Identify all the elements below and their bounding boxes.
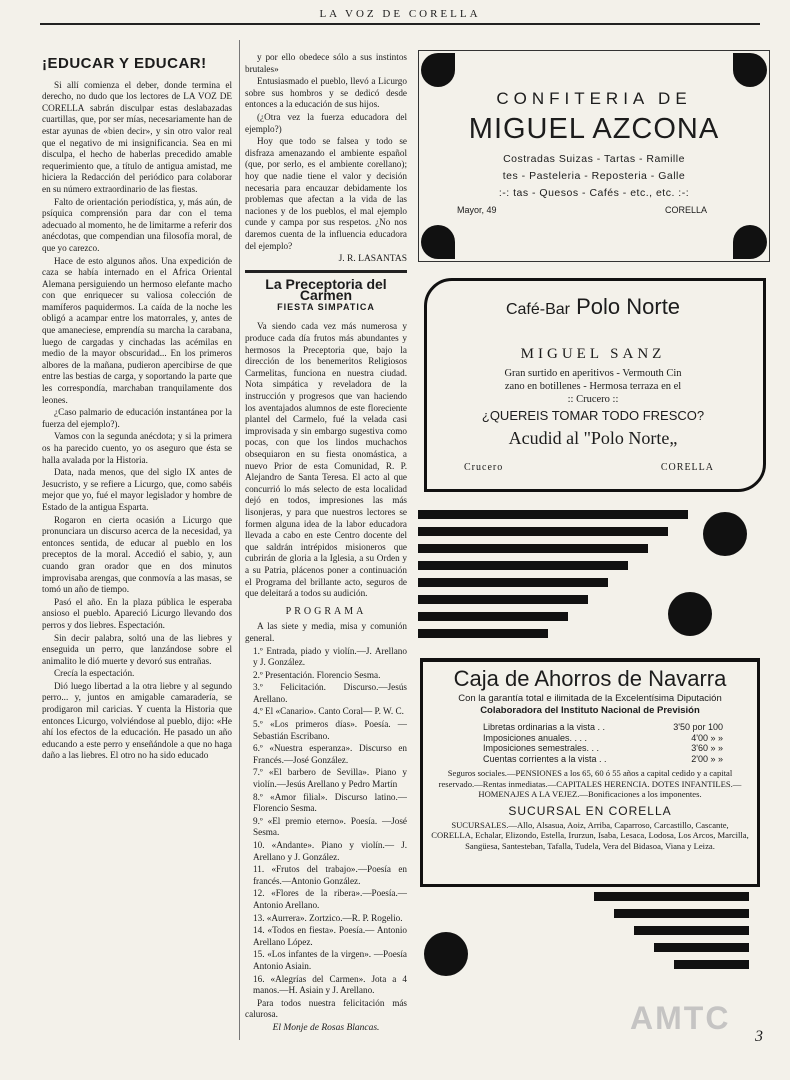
ad-caja-sucursal-title: SUCURSAL EN CORELLA <box>508 803 672 818</box>
middle-column <box>245 52 407 1039</box>
bar <box>634 926 749 935</box>
program-item: 7.º «El barbero de Sevilla». Piano y violín.—Jesús Arellano y Pedro Martín <box>253 767 407 790</box>
ornament-icon <box>421 53 455 87</box>
program-item: 11. «Frutos del trabajo».—Poesía en francés.—Antonio González. <box>253 864 407 886</box>
rate-label: Imposiciones anuales. . . . <box>483 732 588 743</box>
ad-polo-norte-line: zano en botillenes - Hermosa terraza en el <box>504 381 682 392</box>
bar <box>418 527 668 536</box>
program-item: 1.º Entrada, piado y violín.—J. Arellano y J. González. <box>253 645 407 668</box>
paragraph: ¿Caso palmario de educación instantánea por la fuerza del ejemplo?). <box>42 407 232 429</box>
paragraph: Pasó el año. En la plaza pública le esperaba ansioso el pueblo. Apareció Licurgo llevando dos perros y dos liebres. Espectación. <box>42 596 232 630</box>
program-item: 6.º «Nuestra esperanza». Discurso en Francés.—José González. <box>253 743 407 765</box>
paragraph: Entusiasmado el pueblo, llevó a Licurgo sobre sus hombros y se dedicó desde entonces a la educación de sus hijos. <box>245 76 407 110</box>
ad-confiteria-line: tes - Pasteleria - Reposteria - Galle <box>502 170 686 182</box>
program-item: 14. «Todos en fiesta». Poesía.— Antonio Arellano López. <box>253 925 407 947</box>
ad-polo-norte-owner: MIGUEL SANZ <box>520 346 666 362</box>
rate-row <box>483 722 723 733</box>
rate-label: Libretas ordinarias a la vista . . <box>483 722 606 732</box>
paragraph: Si allí comienza el deber, donde termina el derecho, no dudo que los lectores de LA VOZ DE CORELLA sabrán disculpar estas deslabazadas cuartillas, que, por ser mías, necesariamente han de estar ayunas de «bien decir», y sin otro valor real que el negativo de mi insignificancia. Sea en mi disculpa, el hecho de haberlas precedido amable requerimiento que, a título de antigua amistad, me hiciera la Redacción del periódico para colaborar en su número extraordinario de las fiestas. <box>42 79 232 194</box>
ad-caja-title: Caja de Ahorros de Navarra <box>453 666 727 691</box>
program-item: 8.º «Amor filial». Discurso latino.—Florencio Sesma. <box>253 791 407 814</box>
program-item: 13. «Aurrera». Zortzico.—R. P. Rogelio. <box>253 912 403 923</box>
ad-confiteria-footer <box>457 205 707 215</box>
paragraph: Va siendo cada vez más numerosa y produce cada día frutos más abundantes y hermosos la Preceptoria que, bajo la dirección de los benemeritos Religiosos Carmelitas, funciona en nuestra ciudad. Nota simpática y reveladora de la instrucción y progresos que van haciendo los aventajados alumnos de este floreciente plantel del Carmelo, fué la velada casi improvisada y sin embargo sugestiva como pocas, con que los lindos muchachos obsequiaron en su fiesta onomástica, a nuevo Prior de esta Comunidad, R. P. Alejandro de Santa Teresa. El acto al que concurrió lo más selecto de esta localidad dejó en todos, impresiones las más lisonjeras, y para que nuestros lectores se formen alguna idea de la labor educadora llevada a cabo en este Centro docente del que saldrán intrépidos misioneros que cubrirán de gloria a la Iglesia, a su Orden y a su Patria, plácenos poner a continuación el Programa del brillante acto, seguros de que deleitará a todos su audición. <box>245 321 407 599</box>
watermark: AMTC <box>630 1000 731 1036</box>
section-rule <box>245 270 407 273</box>
program-item: 3.º Felicitación. Discurso.—Jesús Arellano. <box>253 682 407 704</box>
decorative-bars <box>418 510 768 650</box>
rate-row <box>483 754 723 765</box>
article-educar-column <box>42 55 232 763</box>
ad-polo-norte-answer: Acudid al "Polo Norte„ <box>508 428 678 448</box>
ad-caja-subtitle: Con la garantía total e ilimitada de la Excelentísima Diputación <box>458 693 722 704</box>
bar <box>594 892 749 901</box>
page-number: 3 <box>755 1028 763 1045</box>
bar <box>418 510 688 519</box>
paragraph: Vamos con la segunda anécdota; y si la primera os ha parecido cuento, yo os aseguro que ésta se halla avalada por la Historia. <box>42 431 232 465</box>
ornament-icon <box>421 225 455 259</box>
paragraph: Rogaron en cierta ocasión a Licurgo que pronunciara un discurso acerca de la necesidad, ya entonces sentida, de educar al pueblo en los preceptos de la moral. Accedió el sabio, y, aun cuando gran orador que en dos minutos improvisaba arengas, que conmovía a las masas, se tomó un año de tiempo. <box>42 514 232 595</box>
ad-polo-norte-title-small: Café-Bar <box>505 301 570 318</box>
bar <box>418 578 608 587</box>
bar <box>418 612 568 621</box>
ad-caja-ahorros <box>420 658 760 887</box>
article-educar-signature: J. R. LASANTAS <box>338 254 407 265</box>
program-item: 16. «Alegrías del Carmen». Jota a 4 manos.—H. Asiain y J. Arellano. <box>253 973 407 996</box>
bar <box>614 909 749 918</box>
program-title: PROGRAMA <box>285 605 367 617</box>
circle-icon <box>424 932 468 976</box>
program-item: 15. «Los infantes de la virgen». —Poesía Antonio Asiain. <box>253 949 407 971</box>
ad-polo-norte-foot-right: CORELLA <box>660 462 714 473</box>
ad-polo-norte-foot-left: Crucero <box>464 462 504 473</box>
program-item: 2.º Presentación. Florencio Sesma. <box>253 669 381 680</box>
program-intro: A las siete y media, misa y comunión general. <box>245 621 407 643</box>
rate-label: Cuentas corrientes a la vista . . <box>483 753 607 764</box>
ad-confiteria-heading: CONFITERIA DE <box>496 89 692 108</box>
ad-polo-norte-question: ¿QUEREIS TOMAR TODO FRESCO? <box>481 408 705 423</box>
program-item: 4.º El «Canario». Canto Coral— P. W. C. <box>253 706 404 717</box>
paragraph: Crecía la espectación. <box>54 668 135 679</box>
bar <box>674 960 749 969</box>
circle-icon <box>668 592 712 636</box>
ad-polo-norte-title-big: Polo Norte <box>576 294 681 319</box>
ad-polo-norte-footer <box>464 462 714 473</box>
program-item: 5.º «Los primeros días». Poesía. —Sebastián Escribano. <box>253 719 407 741</box>
ad-confiteria-line: Costradas Suizas - Tartas - Ramille <box>503 153 685 165</box>
ad-confiteria-town: CORELLA <box>664 205 707 215</box>
paragraph: Hoy que todo se falsea y todo se disfraza amenazando el ambiente español (que, por serlo, es el ambiente corellano); hoy que nadie tiene el valor y decisión necesaria para encauzar debidamente los problemas que afectan a la vida de las naciones y de los pueblos, el mal ejemplo cunde y campa por sus respetos. ¿No nos daremos cuenta de la influencia educadora del ejemplo? <box>245 136 407 251</box>
paragraph: (¿Otra vez la fuerza educadora del ejemplo?) <box>245 111 407 134</box>
rate-label: Imposiciones semestrales. . . <box>483 743 600 753</box>
ad-caja-rates <box>483 722 723 764</box>
bar <box>418 544 648 553</box>
column-divider <box>239 40 240 1040</box>
program-item: 10. «Andante». Piano y violín.— J. Arellano y J. González. <box>253 840 407 862</box>
ad-polo-norte-title <box>418 294 768 320</box>
rate-value: 3'50 por 100 <box>673 722 723 732</box>
rate-value: 4'00 » » <box>691 732 723 743</box>
paragraph: Data, nada menos, que del siglo IX antes de Jesucristo, y se refiere a Licurgo, que, como sabéis mejor que yo, fué el mayor legislador y hombre de Estado de la antigua Esparta. <box>42 467 232 512</box>
circle-icon <box>703 512 747 556</box>
rate-row <box>483 743 723 754</box>
rate-row <box>483 733 723 744</box>
ad-caja-sucursales: SUCURSALES.—Allo, Alsasua, Aoiz, Arriba, Caparroso, Carcastillo, Cascante, CORELLA, Echalar, Elizondo, Estella, Irurzun, Isaba, Lesaca, Lodosa, Los Arcos, Marcilla, Sangüesa, Santesteban, Tafalla, Tudela, Vera del Bidasoa, Viana y Leiza. <box>431 819 749 851</box>
bar <box>418 561 628 570</box>
rate-value: 2'00 » » <box>691 753 723 764</box>
ad-confiteria <box>418 50 770 262</box>
ad-polo-norte-line: :: Crucero :: <box>567 394 619 405</box>
paragraph: Falto de orientación periodística, y, más aún, de psíquica comprensión para dar con el tema adecuado al momento, he de limitarme a referir dos anécdotas, que compendian una filosofía moral, de que yo carezco. <box>42 196 232 253</box>
ad-polo-norte-line: Gran surtido en aperitivos - Vermouth Cin <box>504 368 682 379</box>
program-item: 9.º «El premio eterno». Poesía. —José Sesma. <box>253 815 407 838</box>
ad-polo-norte <box>418 272 768 494</box>
article-preceptoria-subtitle: FIESTA SIMPATICA <box>277 301 375 312</box>
closing: Para todos nuestra felicitación más calurosa. <box>245 997 407 1020</box>
article-preceptoria-signature: El Monje de Rosas Blancas. <box>272 1022 380 1033</box>
ad-caja-subtitle-2: Colaboradora del Instituto Nacional de Previsión <box>480 705 700 716</box>
paragraph: Dió luego libertad a la otra liebre y al segundo perro... y, juntos en amigable camaradería, se prodigaron mil caricias. Y cuenta la Historia que entonces Licurgo, volviéndose al pueblo, dijo: «He ahí los efectos de la educación. He pasado un año educando a este perro y enseñándole a que no haga daño a las liebres. El otro no ha sido educado <box>42 680 232 761</box>
ad-caja-body: Seguros sociales.—PENSIONES a los 65, 60 ó 55 años a capital cedido y a capital reservado.—Rentas inmediatas.—CAPITALES HERENCIA. DOTES INFANTILES.—HOMENAJES A LA VEJEZ.—Bonificaciones a los imponentes. <box>438 768 742 799</box>
ad-confiteria-address: Mayor, 49 <box>457 205 497 215</box>
paragraph: Sin decir palabra, soltó una de las liebres y enseguida un perro, que lanzándose sobre el animalito le dió muerte y devoró sus entrañas. <box>42 632 232 666</box>
article-educar-title: ¡EDUCAR Y EDUCAR! <box>42 55 207 72</box>
ornament-icon <box>733 53 767 87</box>
newspaper-header: LA VOZ DE CORELLA <box>40 8 760 25</box>
bar <box>418 595 588 604</box>
bar <box>654 943 749 952</box>
ad-confiteria-line: :-: tas - Quesos - Cafés - etc., etc. :-: <box>498 187 690 199</box>
paragraph: Hace de esto algunos años. Una expedición de caza se había internado en el Africa Oriental Alemana persiguiendo un hermoso elefante macho con que enriquecer su valiosa colección de mamíferos paquidermos. La caída de la noche les obligó a acampar entre los matorrales, y, antes de que amaneciese, emprendía su marcha la carabana, luego de cargadas y cinchadas las acémilas en medio de la mayor obscuridad... En los primeros albores de la mañana, pudieron apercibirse de que entre las bestias de carga, y soportando la parte que les correspondía, marchaban tranquilamente dos leones. <box>42 255 232 405</box>
bar <box>418 629 548 638</box>
decorative-bars-bottom <box>594 892 764 1002</box>
ornament-icon <box>733 225 767 259</box>
rate-value: 3'60 » » <box>691 743 723 753</box>
article-preceptoria-title: La Preceptoria del Carmen <box>265 275 387 304</box>
program-item: 12. «Flores de la ribera».—Poesía.—Antonio Arellano. <box>253 888 407 910</box>
ad-confiteria-name: MIGUEL AZCONA <box>468 113 720 145</box>
paragraph: y por ello obedece sólo a sus instintos brutales» <box>245 52 407 74</box>
